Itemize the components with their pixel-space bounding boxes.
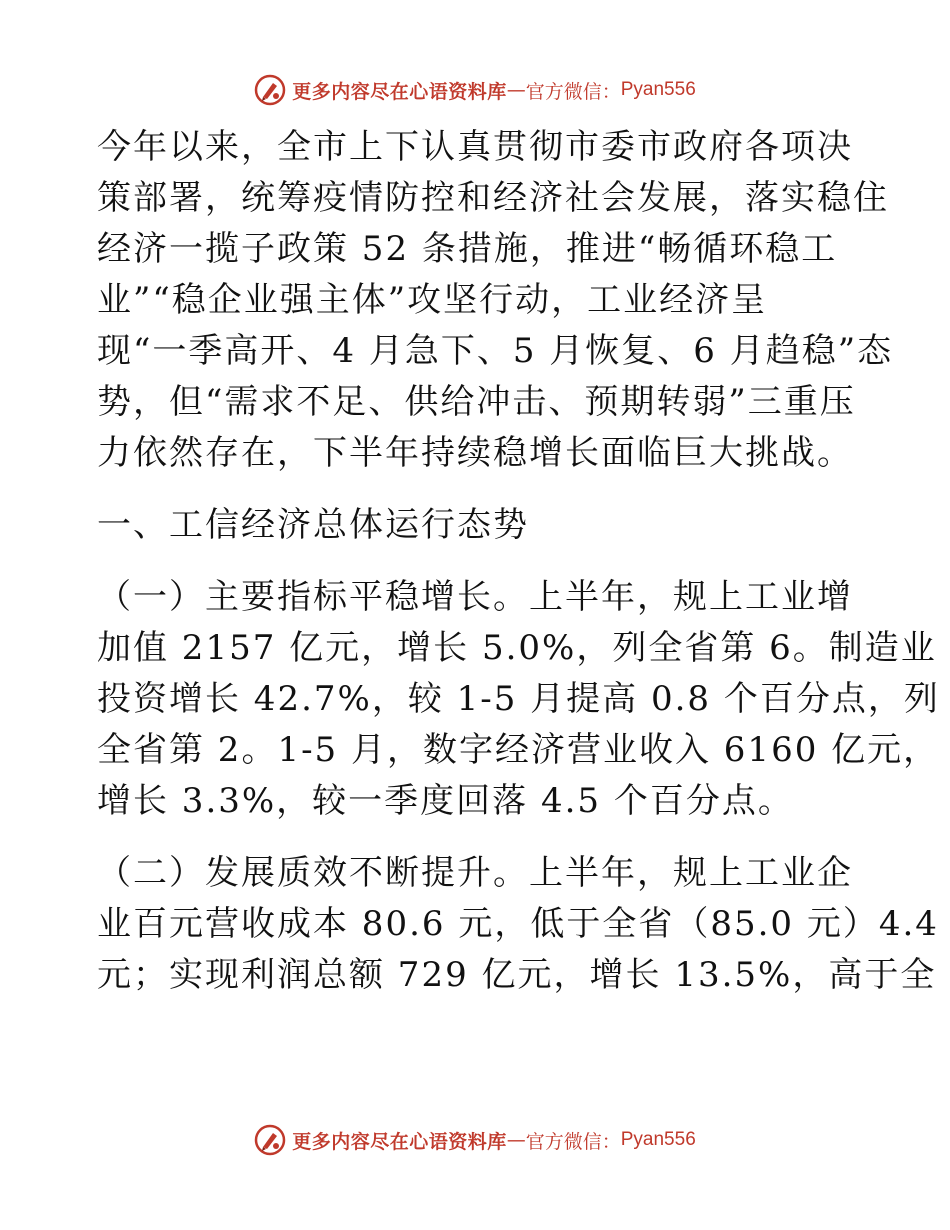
text-line: 投资增长 42.7%，较 1-5 月提高 0.8 个百分点，列 (97, 679, 940, 719)
text-line: 今年以来，全市上下认真贯彻市委市政府各项决 (97, 127, 853, 167)
document-body (97, 122, 940, 1001)
text-line: 力依然存在，下半年持续稳增长面临巨大挑战。 (97, 433, 853, 473)
text-line: 增长 3.3%，较一季度回落 4.5 个百分点。 (97, 781, 794, 821)
watermark-main-text: 更多内容尽在心语资料库 (292, 80, 507, 103)
text-line: 策部署，统筹疫情防控和经济社会发展，落实稳住 (97, 178, 889, 218)
text-line: 元；实现利润总额 729 亿元，增长 13.5%，高于全 (97, 955, 937, 995)
text-line: 现“一季高开、4 月急下、5 月恢复、6 月趋稳”态 (97, 331, 894, 371)
section-heading (97, 500, 857, 551)
text-line: （二）发展质效不断提升。上半年，规上工业企 (97, 853, 853, 893)
paragraph-intro (97, 122, 894, 479)
watermark-header (0, 70, 950, 110)
watermark-footer (0, 1120, 950, 1160)
watermark-wechat-id: Pyan556 (620, 1129, 696, 1150)
watermark-separator: — (506, 79, 526, 101)
watermark-main-text: 更多内容尽在心语资料库 (292, 1130, 507, 1153)
pen-logo-icon (254, 74, 286, 106)
text-line: 势，但“需求不足、供给冲击、预期转弱”三重压 (97, 382, 856, 422)
text-line: 加值 2157 亿元，增长 5.0%，列全省第 6。制造业 (97, 628, 937, 668)
watermark-wechat-label: 官方微信： (525, 1130, 621, 1153)
text-line: 业”“稳企业强主体”攻坚行动，工业经济呈 (97, 280, 768, 320)
text-line: 全省第 2。1-5 月，数字经济营业收入 6160 亿元， (97, 730, 940, 770)
text-line: （一）主要指标平稳增长。上半年，规上工业增 (97, 577, 853, 617)
heading-line: 一、工信经济总体运行态势 (97, 505, 529, 545)
paragraph-indicators (97, 572, 940, 827)
watermark-separator: — (506, 1129, 526, 1151)
text-line: 业百元营收成本 80.6 元，低于全省（85.0 元）4.4 (97, 904, 939, 944)
paragraph-quality (97, 848, 939, 1001)
watermark-wechat-label: 官方微信： (525, 80, 621, 103)
pen-logo-icon (254, 1124, 286, 1156)
watermark-wechat-id: Pyan556 (620, 79, 696, 100)
text-line: 经济一揽子政策 52 条措施，推进“畅循环稳工 (97, 229, 838, 269)
